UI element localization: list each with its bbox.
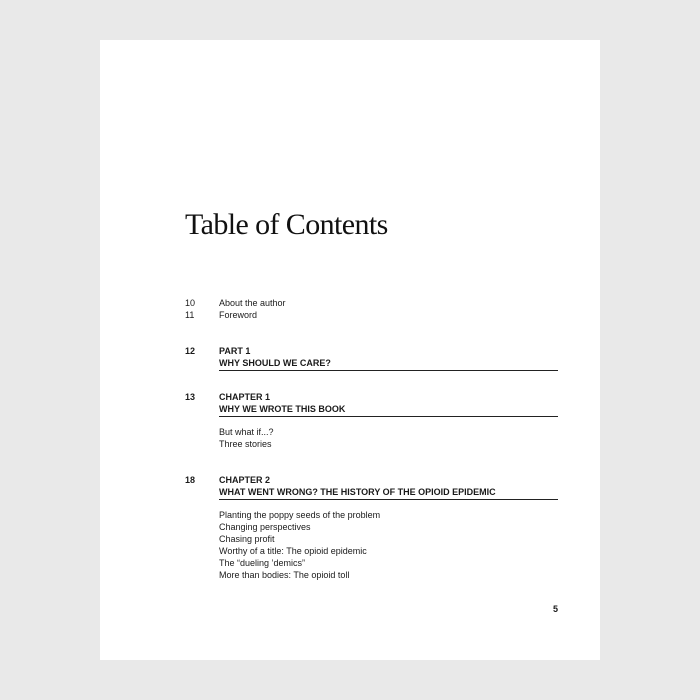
chapter2-page-number: 18 xyxy=(185,475,196,485)
chapter2-section: Chasing profit xyxy=(219,534,275,544)
chapter1-section: But what if...? xyxy=(219,427,274,437)
toc-entry-about-the-author: About the author xyxy=(219,298,286,308)
chapter2-title: WHAT WENT WRONG? THE HISTORY OF THE OPIOID EPIDEMIC xyxy=(219,487,496,497)
book-page xyxy=(100,40,600,660)
chapter1-divider xyxy=(219,416,558,417)
part1-divider xyxy=(219,370,558,371)
chapter2-section: Changing perspectives xyxy=(219,522,311,532)
chapter1-section: Three stories xyxy=(219,439,272,449)
part1-title: WHY SHOULD WE CARE? xyxy=(219,358,331,368)
chapter1-title: WHY WE WROTE THIS BOOK xyxy=(219,404,346,414)
chapter1-label: CHAPTER 1 xyxy=(219,392,271,402)
toc-entry-page-number: 11 xyxy=(185,310,195,320)
toc-entry-foreword: Foreword xyxy=(219,310,258,320)
part1-page-number: 12 xyxy=(185,346,196,356)
chapter2-label: CHAPTER 2 xyxy=(219,475,271,485)
chapter2-divider xyxy=(219,499,558,500)
chapter2-section: Worthy of a title: The opioid epidemic xyxy=(219,546,367,556)
part1-label: PART 1 xyxy=(219,346,251,356)
chapter2-section: The “dueling ’demics” xyxy=(219,558,306,568)
toc-entry-page-number: 10 xyxy=(185,298,196,308)
chapter2-section: More than bodies: The opioid toll xyxy=(219,570,350,580)
page-title: Table of Contents xyxy=(185,208,388,241)
chapter1-page-number: 13 xyxy=(185,392,196,402)
page-number: 5 xyxy=(552,604,558,614)
chapter2-section: Planting the poppy seeds of the problem xyxy=(219,510,381,520)
